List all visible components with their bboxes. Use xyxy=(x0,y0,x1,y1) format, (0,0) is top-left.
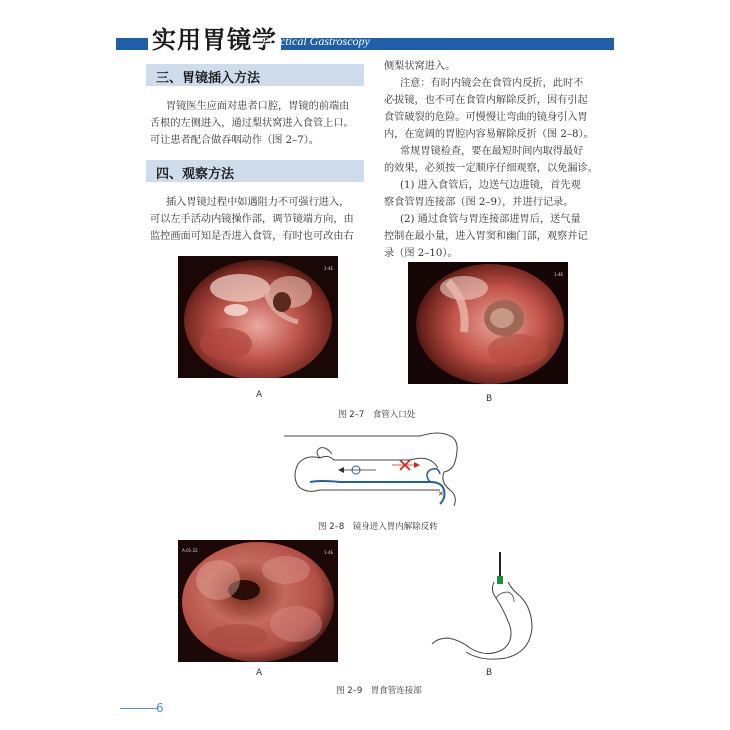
book-title: 实用胃镜学 xyxy=(148,20,281,55)
svg-text:✕: ✕ xyxy=(438,490,444,498)
figure-label-b: B xyxy=(486,394,493,404)
text-line: 内，在宽阔的胃腔内容易解除反折（图 2–8）。 xyxy=(384,129,594,140)
text-line: 察食管胃连接部（图 2–9），并进行记录。 xyxy=(384,197,574,208)
section-heading-text: 三、胃镜插入方法 xyxy=(156,71,261,86)
figure-caption-2-7: 图 2–7 食管入口处 xyxy=(338,410,416,420)
figure-label-b: B xyxy=(486,668,493,678)
svg-text:1-4E: 1-4E xyxy=(554,272,564,277)
diagram-endoscope-retroflexion xyxy=(280,424,480,516)
text-line: (2) 通过食管与胃连接部进胃后，送气量 xyxy=(400,214,581,225)
text-line: 插入胃镜过程中如遇阻力不可强行进入， xyxy=(166,197,350,208)
text-line: 食管破裂的危险。可慢慢让弯曲的镜身引入胃 xyxy=(384,112,588,123)
text-line: 必拔镜，也不可在食管内解除反折，因有引起 xyxy=(384,95,588,106)
text-line: 可以左手活动内镜操作部，调节镜端方向，由 xyxy=(150,214,354,225)
text-line: 可让患者配合做吞咽动作（图 2–7）。 xyxy=(150,135,320,146)
page-number-rule xyxy=(120,708,158,709)
section-heading-text: 四、观察方法 xyxy=(156,167,235,182)
text-line: 舌根的左侧进入，通过梨状窝进入食管上口。 xyxy=(150,118,354,129)
svg-text:1-4E: 1-4E xyxy=(324,550,334,555)
endoscopy-photo-gastroesophageal-junction xyxy=(178,540,338,662)
svg-text:A-01-22: A-01-22 xyxy=(182,548,198,553)
svg-text:1-4E: 1-4E xyxy=(324,266,334,271)
text-line: 胃镜医生应面对患者口腔，胃镜的前端由 xyxy=(166,101,350,112)
section-heading-observation xyxy=(146,160,364,182)
text-line: 注意：有时内镜会在食管内反折，此时不 xyxy=(400,78,584,89)
page-number: 6 xyxy=(156,701,164,715)
endoscopy-photo-esophageal-inlet-b xyxy=(408,262,568,384)
text-line: 侧梨状窝进入。 xyxy=(384,61,456,72)
text-line: 常规胃镜检查，要在最短时间内取得最好 xyxy=(400,146,584,157)
right-column-text xyxy=(384,58,614,262)
figure-caption-2-9: 图 2–9 胃食管连接部 xyxy=(336,686,422,696)
section4-paragraph xyxy=(150,194,372,245)
figure-label-a: A xyxy=(256,390,263,400)
text-line: (1) 进入食管后，边送气边进镜，首先观 xyxy=(400,180,581,191)
section-heading-insertion xyxy=(146,64,364,86)
book-subtitle: Practical Gastroscopy xyxy=(262,34,370,48)
section3-paragraph xyxy=(150,98,372,149)
figure-label-a: A xyxy=(256,668,263,678)
text-line: 控制在最小量，进入胃窦和幽门部，观察并记 xyxy=(384,231,588,242)
text-line: 监控画面可知是否进入食管，有时也可改由右 xyxy=(150,231,354,242)
diagram-stomach-endoscope xyxy=(430,552,540,660)
endoscopy-photo-esophageal-inlet-a xyxy=(178,256,338,378)
text-line: 的效果，必须按一定顺序仔细观察，以免漏诊。 xyxy=(384,163,598,174)
text-line: 录（图 2–10）。 xyxy=(384,248,458,259)
figure-caption-2-8: 图 2–8 镜身进入胃内解除反转 xyxy=(318,522,438,532)
